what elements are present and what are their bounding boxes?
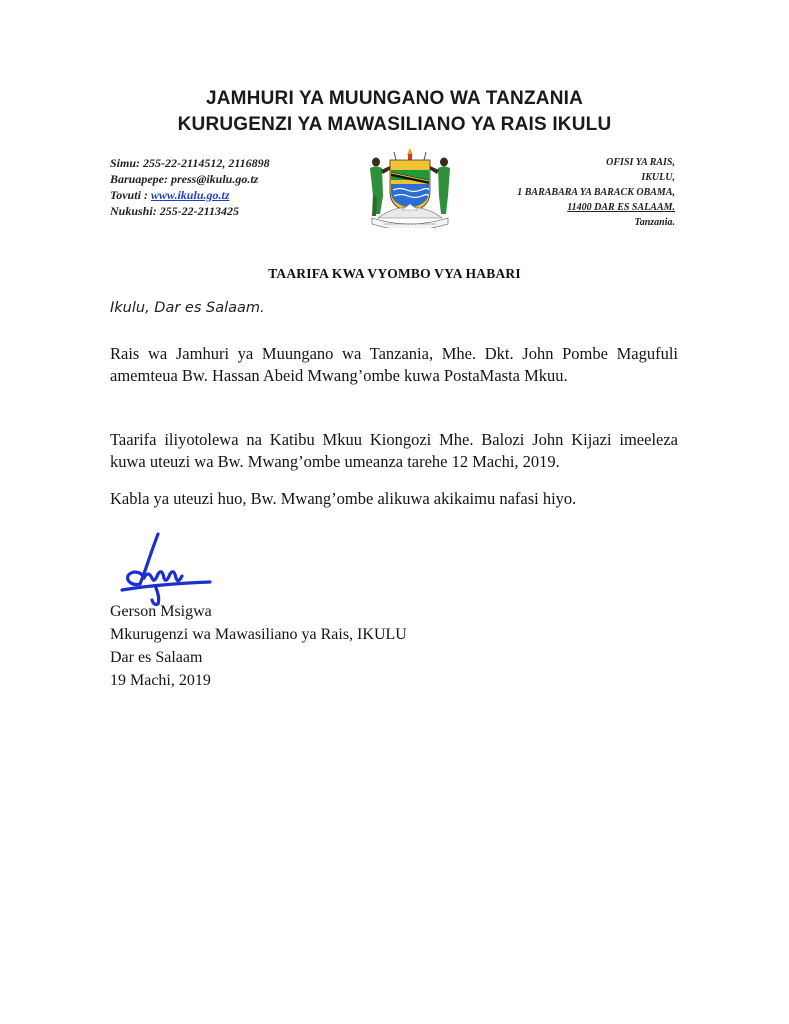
contact-block-left: [110, 155, 270, 219]
tanzania-coat-of-arms-icon: [364, 146, 456, 228]
header-office-title: KURUGENZI YA MAWASILIANO YA RAIS IKULU: [177, 114, 612, 135]
handwritten-signature-icon: [118, 528, 218, 608]
address-line-3: 1 BARABARA YA BARACK OBAMA,: [517, 187, 675, 198]
website-label: Tovuti :: [110, 188, 151, 202]
address-line-5: Tanzania.: [634, 217, 675, 228]
signature-date: 19 Machi, 2019: [110, 672, 211, 689]
website-link[interactable]: www.ikulu.go.tz: [150, 188, 230, 202]
paragraph: Kabla ya uteuzi huo, Bw. Mwang’ombe alikuwa akikaimu nafasi hiyo.: [110, 489, 577, 508]
document-title: TAARIFA KWA VYOMBO VYA HABARI: [268, 266, 521, 281]
fax-line: Nukushi: 255-22-2113425: [110, 204, 240, 218]
paragraph: Taarifa iliyotolewa na Katibu Mkuu Kiongozi Mhe. Balozi John Kijazi imeeleza kuwa uteuzi wa Bw. Mwang’ombe umeanza tarehe 12 Machi, 2019.: [110, 430, 678, 471]
address-line-1: OFISI YA RAIS,: [606, 157, 675, 168]
signatory-city: Dar es Salaam: [110, 649, 203, 666]
website-line: [110, 187, 270, 203]
signature-block: [110, 600, 407, 692]
signatory-position: Mkurugenzi wa Mawasiliano ya Rais, IKULU: [110, 626, 407, 643]
phone-line: Simu: 255-22-2114512, 2116898: [110, 156, 270, 170]
signatory-name: Gerson Msigwa: [110, 603, 212, 620]
header-country-title: JAMHURI YA MUUNGANO WA TANZANIA: [205, 88, 584, 109]
paragraph: Rais wa Jamhuri ya Muungano wa Tanzania, Mhe. Dkt. John Pombe Magufuli amemteua Bw. Hassan Abeid Mwang’ombe kuwa PostaMasta Mkuu.: [110, 344, 678, 385]
address-line-2: IKULU,: [641, 172, 675, 183]
address-line-4: 11400 DAR ES SALAAM.: [567, 202, 675, 213]
email-line: Baruapepe: press@ikulu.go.tz: [110, 172, 259, 186]
contact-block-right: [517, 155, 675, 230]
document-place: Ikulu, Dar es Salaam.: [110, 300, 265, 316]
